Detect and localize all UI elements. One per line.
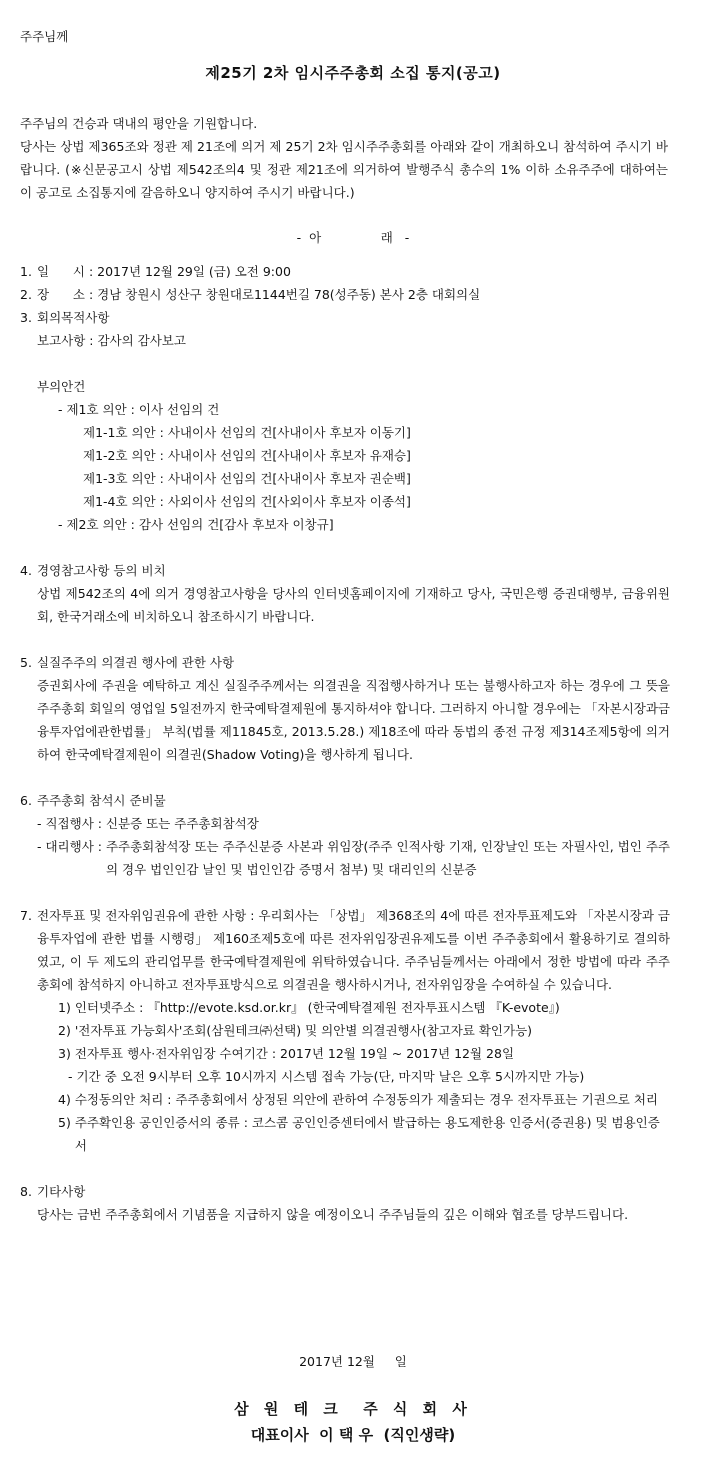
item-other-body: 당사는 금번 주주총회에서 기념품을 지급하지 않을 예정이오니 주주님들의 깊은 이해와 협조를 당부드립니다. xyxy=(37,1207,629,1222)
item-voting-rights xyxy=(20,651,670,674)
notice-date: 2017년 12월 일 xyxy=(299,1354,407,1369)
item-agenda xyxy=(20,306,670,329)
item-materials-title: 주주총회 참석시 준비물 xyxy=(37,793,166,808)
agenda-1-2: 제1-2호 의안 : 사내이사 선임의 건[사내이사 후보자 유재승] xyxy=(83,448,411,463)
intro-section xyxy=(20,112,672,204)
item-other xyxy=(20,1180,670,1203)
step-label: 1) xyxy=(58,1000,75,1015)
e-voting-step-2 xyxy=(20,1019,670,1042)
document-title: 제25기 2차 임시주주총회 소집 통지(공고) xyxy=(205,64,501,82)
step-label: - xyxy=(68,1069,77,1084)
step-label: 2) xyxy=(58,1023,75,1038)
item-voting-rights-body: 증권회사에 주권을 예탁하고 계신 실질주주께서는 의결권을 직접행사하거나 또는 불행사하고자 하는 경우에 그 뜻을 주주총회 회일의 영업일 5일전까지 한국예탁결제원에 통지하셔야 합니다. 그러하지 아니할 경우에는 「자본시장과금융투자업에관한법률」 부칙(법률 제11845호, 2013.5.28.) 제18조에 따라 동법의 종전 규정 제314조제5항에 의거하여 한국예탁결제원이 의결권(Shadow Voting)을 행사하게 됩니다. xyxy=(37,678,674,762)
company-name: 삼 원 테 크 주 식 회 사 xyxy=(234,1400,472,1418)
report-item: 보고사항 : 감사의 감사보고 xyxy=(37,333,186,348)
step-label: 3) xyxy=(58,1046,75,1061)
item-reference xyxy=(20,559,670,582)
intro-greeting: 주주님의 건승과 댁내의 평안을 기원합니다. xyxy=(20,116,258,131)
item-number: 7. xyxy=(20,908,32,923)
item-other-title: 기타사항 xyxy=(37,1184,86,1199)
item-voting-rights-title: 실질주주의 의결권 행사에 관한 사항 xyxy=(37,655,235,670)
item-number: 2. xyxy=(20,287,32,302)
step-text: 주주확인용 공인인증서의 종류 : 코스콤 공인인증센터에서 발급하는 용도제한용 인증서(증권용) 및 범용인증서 xyxy=(74,1115,660,1153)
agenda-1-4: 제1-4호 의안 : 사외이사 선임의 건[사외이사 후보자 이종석] xyxy=(83,494,411,509)
item-e-voting xyxy=(20,904,670,996)
item-number: 6. xyxy=(20,793,32,808)
greeting: 주주님께 xyxy=(20,29,69,44)
item-number: 5. xyxy=(20,655,32,670)
agenda-1-1: 제1-1호 의안 : 사내이사 선임의 건[사내이사 후보자 이동기] xyxy=(83,425,411,440)
e-voting-step-3 xyxy=(20,1042,670,1065)
step-text: '전자투표 가능회사'조회(삼원테크㈜선택) 및 의안별 의결권행사(참고자료 확인가능) xyxy=(74,1023,533,1038)
agenda-title: 부의안건 xyxy=(37,379,86,394)
item-number: 3. xyxy=(20,310,32,325)
direct-exercise-label: - 직접행사 : xyxy=(37,816,106,831)
e-voting-step-3-note xyxy=(20,1065,670,1088)
item-date-text: 일 시 : 2017년 12월 29일 (금) 오전 9:00 xyxy=(37,264,291,279)
proxy-exercise-label: - 대리행사 : xyxy=(37,839,106,854)
e-voting-step-1 xyxy=(20,996,670,1019)
item-number: 4. xyxy=(20,563,32,578)
e-voting-step-4 xyxy=(20,1088,670,1111)
proxy-exercise-text: 주주총회참석장 또는 주주신분증 사본과 위임장(주주 인적사항 기재, 인장날인 또는 자필사인, 법인 주주의 경우 법인인감 날인 및 법인인감 증명서 첨부) 및 대리인의 신분증 xyxy=(105,839,670,877)
step-text: 수정동의안 처리 : 주주총회에서 상정된 의안에 관하여 수정동의가 제출되는 경우 전자투표는 기권으로 처리 xyxy=(74,1092,659,1107)
agenda-1: - 제1호 의안 : 이사 선임의 건 xyxy=(58,402,220,417)
item-agenda-title: 회의목적사항 xyxy=(37,310,110,325)
item-e-voting-body: 전자투표 및 전자위임권유에 관한 사항 : 우리회사는 「상법」 제368조의 4에 따른 전자투표제도와 「자본시장과 금융투자업에 관한 법률 시행령」 제160조제5호에 따른 전자위임장권유제도를 이번 주주총회에서 활용하기로 결의하였고, 이 두 제도의 관리업무를 한국예탁결제원에 위탁하였습니다. 주주님들께서는 아래에서 정한 방법에 따라 주주총회에 참석하지 아니하고 전자투표방식으로 의결권을 행사하시거나, 전자위임장을 수여하실 수 있습니다. xyxy=(37,908,670,992)
item-reference-body: 상법 제542조의 4에 의거 경영참고사항을 당사의 인터넷홈페이지에 기재하고 당사, 국민은행 증권대행부, 금융위원회, 한국거래소에 비치하오니 참조하시기 바랍니다. xyxy=(37,586,670,624)
item-number: 1. xyxy=(20,264,32,279)
intro-body: 당사는 상법 제365조와 정관 제 21조에 의거 제 25기 2차 임시주주총회를 아래와 같이 개최하오니 참석하여 주시기 바랍니다. (※신문공고시 상법 제542조의4 및 정관 제21조에 의거하여 발행주식 총수의 1% 이하 소유주주에 대하여는 이 공고로 소집통지에 갈음하오니 양지하여 주시기 바랍니다.) xyxy=(20,139,672,200)
item-materials xyxy=(20,789,670,812)
item-location-text: 장 소 : 경남 창원시 성산구 창원대로1144번길 78(성주동) 본사 2층 대회의실 xyxy=(37,287,481,302)
agenda-1-3: 제1-3호 의안 : 사내이사 선임의 건[사내이사 후보자 권순백] xyxy=(83,471,411,486)
step-label: 5) xyxy=(58,1115,75,1130)
below-heading: - 아 래 - xyxy=(296,230,410,245)
item-reference-title: 경영참고사항 등의 비치 xyxy=(37,563,166,578)
item-location xyxy=(20,283,670,306)
step-text: 기간 중 오전 9시부터 오후 10시까지 시스템 접속 가능(단, 마지막 날은 오후 5시까지만 가능) xyxy=(76,1069,585,1084)
representative-signature: 대표이사 이 택 우 (직인생략) xyxy=(250,1426,456,1444)
direct-exercise-text: 신분증 또는 주주총회참석장 xyxy=(105,816,259,831)
step-label: 4) xyxy=(58,1092,75,1107)
step-text: 인터넷주소 : 『http://evote.ksd.or.kr』 (한국예탁결제원 전자투표시스템 『K-evote』) xyxy=(74,1000,560,1015)
step-text: 전자투표 행사·전자위임장 수여기간 : 2017년 12월 19일 ~ 2017년 12월 28일 xyxy=(74,1046,515,1061)
item-date xyxy=(20,260,670,283)
proxy-exercise xyxy=(20,835,670,881)
e-voting-step-5 xyxy=(20,1111,670,1157)
agenda-2: - 제2호 의안 : 감사 선임의 건[감사 후보자 이창규] xyxy=(58,517,334,532)
items-list xyxy=(20,260,674,1226)
item-number: 8. xyxy=(20,1184,32,1199)
direct-exercise xyxy=(20,812,670,835)
